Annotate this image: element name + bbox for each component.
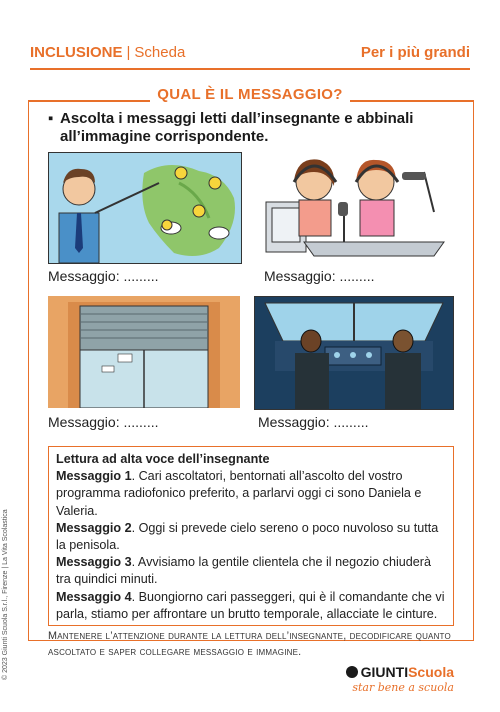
bullet-icon: ▪ <box>48 110 54 127</box>
teacher-reading-box <box>48 446 454 626</box>
subsection-label: Scheda <box>134 44 186 61</box>
instruction <box>48 110 448 146</box>
header-separator: | <box>126 44 131 61</box>
header-rule <box>30 68 470 70</box>
page-title: QUAL È IL MESSAGGIO? <box>157 86 343 103</box>
giunti-mark-icon <box>346 666 358 678</box>
weather-forecaster-image <box>48 152 242 264</box>
message-2 <box>56 520 448 554</box>
image-2-label: Messaggio: ......... <box>264 268 375 284</box>
copyright: © 2023 Giunti Scuola S.r.l., Firenze | La Vita Scolastica <box>2 509 9 680</box>
message-3 <box>56 554 448 588</box>
airplane-cockpit-image <box>254 296 454 410</box>
message-4-label: Messaggio 4 <box>56 589 132 604</box>
closing-shop-image <box>48 296 240 408</box>
giunti-logo <box>346 664 454 694</box>
message-3-label: Messaggio 3 <box>56 555 132 570</box>
teacher-note: Mantenere l’attenzione durante la lettura dell’insegnante, decodificare quanto ascoltato e saper collegare messaggio e immagine. <box>48 630 451 658</box>
logo-brand <box>346 664 454 680</box>
logo-tagline: star bene a scuola <box>352 681 454 694</box>
message-2-label: Messaggio 2 <box>56 520 132 535</box>
image-3-label: Messaggio: ......... <box>48 414 159 430</box>
reading-title: Lettura ad alta voce dell’insegnante <box>56 452 270 466</box>
message-1-text: . Cari ascoltatori, bentornati all’ascolto del vostro programma radiofonico preferito, a parlarvi oggi ci sono Daniela e Valeria. <box>56 469 422 518</box>
header-section <box>30 44 185 61</box>
radio-hosts-image <box>264 152 452 262</box>
logo-brand-accent: Scuola <box>408 664 454 680</box>
message-3-text: . Avvisiamo la gentile clientela che il negozio chiuderà tra quindici minuti. <box>56 555 431 587</box>
message-4-text: . Buongiorno cari passeggeri, qui è il comandante che vi parla, stiamo per affrontare un brutto temporale, allacciate le cinture. <box>56 589 445 621</box>
level-label: Per i più grandi <box>360 44 470 61</box>
instruction-text: Ascolta i messaggi letti dall’insegnante e abbinali all’immagine corrispondente. <box>60 110 414 145</box>
logo-brand-main: GIUNTI <box>360 664 409 680</box>
message-1-label: Messaggio 1 <box>56 469 132 484</box>
message-4 <box>56 589 448 623</box>
image-4-label: Messaggio: ......... <box>258 414 369 430</box>
image-1-label: Messaggio: ......... <box>48 268 159 284</box>
section-label: INCLUSIONE <box>30 44 123 61</box>
message-1 <box>56 468 448 520</box>
message-2-text: . Oggi si prevede cielo sereno o poco nuvoloso su tutta la penisola. <box>56 520 439 553</box>
